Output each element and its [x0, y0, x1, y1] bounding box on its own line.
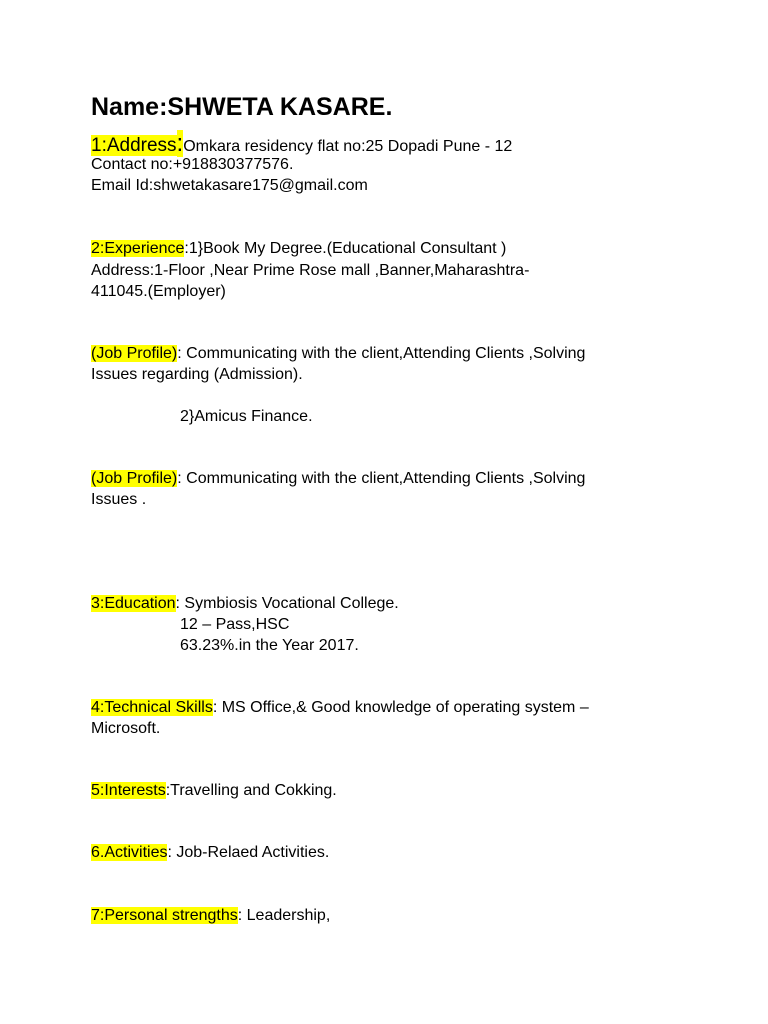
- experience-address-cont: 411045.(Employer): [91, 283, 226, 300]
- education-label: 3:Education: [91, 595, 176, 612]
- job-profile-2-label: (Job Profile): [91, 470, 178, 487]
- address-line: [91, 130, 513, 157]
- interests-label: 5:Interests: [91, 782, 166, 799]
- resume-name: Name:SHWETA KASARE.: [91, 93, 393, 121]
- technical-skills-text-cont: Microsoft.: [91, 720, 161, 737]
- technical-skills-label: 4:Technical Skills: [91, 699, 213, 716]
- job-profile-2-text: : Communicating with the client,Attending Clients ,Solving: [177, 470, 586, 487]
- experience-address: Address:1-Floor ,Near Prime Rose mall ,Banner,Maharashtra-: [91, 262, 530, 279]
- activities-label: 6.Activities: [91, 844, 168, 861]
- job-profile-1-label: (Job Profile): [91, 345, 178, 362]
- education-line: [91, 594, 399, 614]
- job-profile-1-line: [91, 344, 585, 364]
- personal-strengths-label: 7:Personal strengths: [91, 907, 238, 924]
- technical-skills-line: [91, 698, 589, 718]
- job-profile-2-text-cont: Issues .: [91, 491, 147, 508]
- address-label: 1:Address: [91, 135, 177, 156]
- address-colon: :: [176, 130, 184, 157]
- address-value: Omkara residency flat no:25 Dopadi Pune - 12: [183, 138, 513, 155]
- experience-label: 2:Experience: [91, 240, 185, 257]
- personal-strengths-line: [91, 906, 330, 926]
- job-profile-1-text: : Communicating with the client,Attending Clients ,Solving: [177, 345, 586, 362]
- job-profile-2-line: [91, 469, 585, 489]
- personal-strengths-text: : Leadership,: [237, 907, 331, 924]
- experience-employer-1: :1}Book My Degree.(Educational Consultant ): [184, 240, 507, 257]
- job-profile-1-text-cont: Issues regarding (Admission).: [91, 366, 303, 383]
- experience-employer-2: 2}Amicus Finance.: [180, 408, 313, 425]
- education-percentage: 63.23%.in the Year 2017.: [180, 637, 359, 654]
- contact-number: Contact no:+918830377576.: [91, 156, 294, 173]
- education-college: : Symbiosis Vocational College.: [175, 595, 399, 612]
- activities-text: : Job-Relaed Activities.: [167, 844, 330, 861]
- education-hsc: 12 – Pass,HSC: [180, 616, 290, 633]
- technical-skills-text: : MS Office,& Good knowledge of operating system –: [212, 699, 589, 716]
- interests-text: :Travelling and Cokking.: [165, 782, 337, 799]
- email-id: Email Id:shwetakasare175@gmail.com: [91, 177, 368, 194]
- interests-line: [91, 781, 337, 801]
- activities-line: [91, 843, 329, 863]
- experience-line: [91, 239, 506, 259]
